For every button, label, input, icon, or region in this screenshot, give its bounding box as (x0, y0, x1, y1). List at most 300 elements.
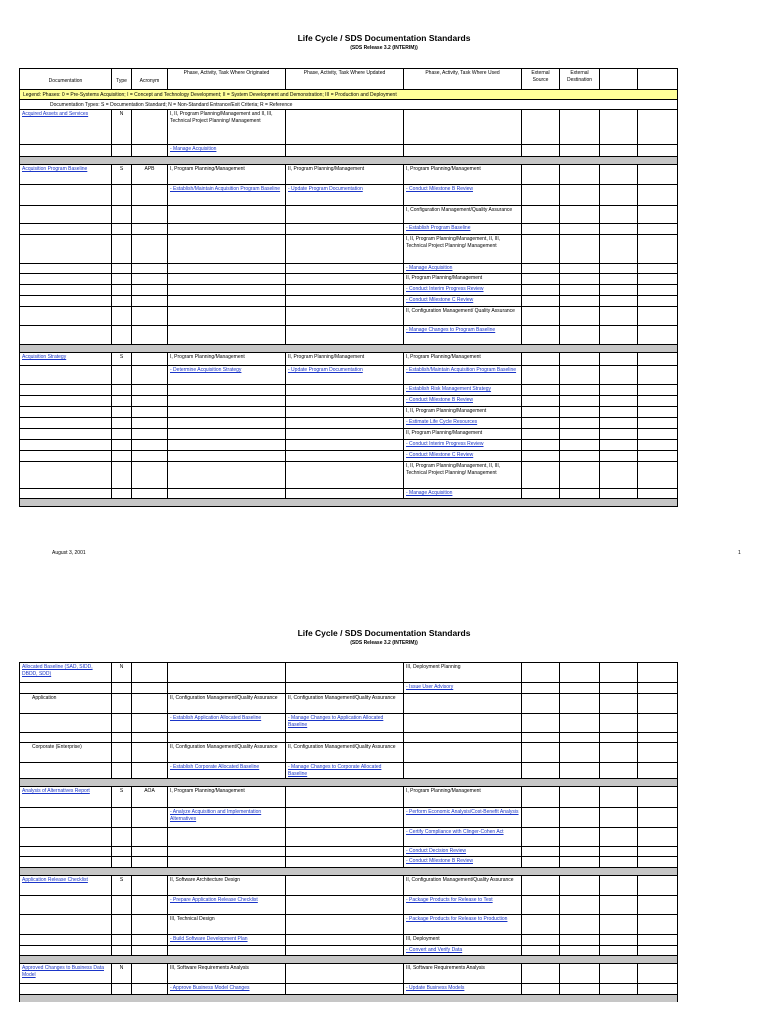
used-cell (404, 808, 522, 827)
blank-cell (560, 224, 600, 234)
originated-cell (168, 440, 286, 450)
originated-cell (168, 165, 286, 184)
task-link[interactable]: - Analyze Acquisition and Implementation Alternatives (170, 809, 262, 822)
originated-cell (168, 828, 286, 846)
task-link[interactable]: - Manage Changes to Program Baseline (406, 327, 496, 333)
documentation-cell (20, 714, 112, 732)
table-row (20, 742, 677, 762)
blank-cell (638, 110, 677, 144)
task-link[interactable]: - Conduct Milestone B Review (406, 397, 473, 403)
blank-cell (522, 206, 560, 223)
used-cell (404, 385, 522, 395)
blank-cell (638, 787, 677, 807)
originated-cell (168, 763, 286, 778)
task-link[interactable]: - Conduct Milestone B Review (406, 186, 473, 192)
task-link[interactable]: - Build Software Development Plan (170, 936, 248, 942)
task-link[interactable]: - Conduct Decision Review (406, 848, 467, 854)
type-cell (112, 418, 132, 428)
cell-text: II, Configuration Management/Quality Assurance (170, 695, 278, 701)
blank-cell (600, 385, 638, 395)
task-link[interactable]: - Establish Corporate Allocated Baseline (170, 764, 260, 770)
blank-cell (600, 857, 638, 867)
documentation-cell (20, 418, 112, 428)
updated-cell (286, 385, 404, 395)
blank-cell (638, 915, 677, 934)
cell-text: N (119, 111, 124, 117)
cell-text: S (119, 354, 124, 360)
updated-cell (286, 451, 404, 461)
blank-cell (560, 440, 600, 450)
table-row (20, 450, 677, 461)
used-cell (404, 683, 522, 693)
task-link[interactable]: - Convert and Verify Data (406, 947, 463, 953)
acronym-cell (132, 808, 168, 827)
footer-date: August 3, 2001 (52, 550, 86, 556)
documentation-cell (20, 110, 112, 144)
table-row (20, 184, 677, 205)
blank-cell (600, 935, 638, 945)
table-row (20, 164, 677, 184)
table-row (20, 762, 677, 778)
task-link[interactable]: - Establish/Maintain Acquisition Program Baseline (406, 367, 517, 373)
originated-cell (168, 876, 286, 895)
used-cell (404, 235, 522, 263)
documentation-cell (20, 683, 112, 693)
updated-cell (286, 663, 404, 682)
document-link[interactable]: Acquisition Program Baseline (22, 166, 88, 172)
document-name: Application (32, 695, 57, 701)
blank-cell (560, 264, 600, 273)
blank-cell (522, 489, 560, 498)
acronym-cell (132, 110, 168, 144)
blank-cell (638, 946, 677, 955)
blank-cell (638, 964, 677, 983)
acronym-cell (132, 429, 168, 439)
section-divider (20, 867, 677, 875)
used-cell (404, 489, 522, 498)
blank-cell (600, 876, 638, 895)
task-link[interactable]: - Prepare Application Release Checklist (170, 897, 258, 903)
updated-cell (286, 828, 404, 846)
blank-cell (638, 876, 677, 895)
table-row (20, 846, 677, 856)
acronym-cell (132, 326, 168, 344)
blank-cell (638, 440, 677, 450)
originated-cell (168, 353, 286, 365)
blank-cell (522, 946, 560, 955)
blank-cell (638, 984, 677, 994)
blank-cell (522, 407, 560, 417)
originated-cell (168, 407, 286, 417)
type-cell (112, 876, 132, 895)
type-cell (112, 828, 132, 846)
page-subtitle: (SDS Release 3.2 (INTERIM)) (350, 45, 418, 51)
blank-cell (560, 787, 600, 807)
blank-cell (600, 274, 638, 284)
table-row (20, 295, 677, 306)
acronym-cell (132, 828, 168, 846)
task-link[interactable]: - Perform Economic Analysis/Cost-Benefit Analysis (406, 809, 519, 815)
document-link[interactable]: Allocated Baseline (SAD, SIDD, DBDD, SDD) (22, 664, 93, 677)
task-link[interactable]: - Certify Compliance with Clinger-Cohen Act (406, 829, 504, 835)
blank-cell (522, 264, 560, 273)
updated-cell (286, 307, 404, 325)
blank-cell (638, 145, 677, 156)
acronym-cell (132, 462, 168, 488)
acronym-cell (132, 285, 168, 295)
legend-phases: Legend: Phases: 0 = Pre-Systems Acquisition; I = Concept and Technology Development; II = System Development and Demonstration; III = Production and Deployment (20, 89, 677, 99)
documentation-cell (20, 984, 112, 994)
task-link[interactable]: - Manage Acquisition (406, 265, 453, 271)
originated-cell (168, 964, 286, 983)
used-cell (404, 407, 522, 417)
acronym-cell (132, 418, 168, 428)
blank-cell (560, 418, 600, 428)
task-link[interactable]: - Package Products for Release to Test (406, 897, 493, 903)
table-row (20, 827, 677, 846)
blank-cell (522, 663, 560, 682)
updated-cell (286, 366, 404, 384)
blank-cell (638, 847, 677, 856)
originated-cell (168, 462, 286, 488)
blank-cell (638, 418, 677, 428)
updated-cell (286, 145, 404, 156)
originated-cell (168, 224, 286, 234)
originated-cell (168, 366, 286, 384)
used-cell (404, 847, 522, 856)
blank-cell (600, 964, 638, 983)
acronym-cell (132, 847, 168, 856)
updated-cell (286, 714, 404, 732)
acronym-cell (132, 743, 168, 762)
documentation-cell (20, 396, 112, 406)
task-link[interactable]: - Determine Acquisition Strategy (170, 367, 242, 373)
blank-cell (522, 274, 560, 284)
originated-cell (168, 285, 286, 295)
type-cell (112, 407, 132, 417)
updated-cell (286, 407, 404, 417)
table-row (20, 352, 677, 365)
blank-cell (600, 429, 638, 439)
acronym-cell (132, 896, 168, 914)
blank-cell (560, 429, 600, 439)
cell-text: I, Program Planning/Management (406, 166, 481, 172)
blank-cell (560, 366, 600, 384)
blank-cell (638, 296, 677, 306)
type-cell (112, 385, 132, 395)
task-link[interactable]: - Approve Business Model Changes (170, 985, 250, 991)
type-cell (112, 915, 132, 934)
type-cell (112, 296, 132, 306)
blank-cell (638, 429, 677, 439)
blank-cell (638, 743, 677, 762)
table-row (20, 306, 677, 325)
task-link[interactable]: - Package Products for Release to Production (406, 916, 508, 922)
documentation-cell (20, 847, 112, 856)
type-cell (112, 847, 132, 856)
task-link[interactable]: - Conduct Interim Progress Review (406, 286, 484, 292)
task-link[interactable]: - Manage Changes to Application Allocated Baseline (288, 715, 384, 728)
blank-cell (600, 296, 638, 306)
task-link[interactable]: - Estimate Life Cycle Resources (406, 419, 478, 425)
type-cell (112, 274, 132, 284)
type-cell (112, 808, 132, 827)
task-link[interactable]: - Manage Acquisition (170, 146, 217, 152)
documentation-cell (20, 694, 112, 713)
blank-cell (522, 915, 560, 934)
documentation-cell (20, 285, 112, 295)
updated-cell (286, 165, 404, 184)
blank-cell (638, 451, 677, 461)
documentation-cell (20, 206, 112, 223)
cell-text: III, Deployment (406, 936, 440, 942)
blank-cell (522, 743, 560, 762)
blank-cell (638, 264, 677, 273)
blank-cell (522, 964, 560, 983)
acronym-cell (132, 787, 168, 807)
blank-cell (560, 743, 600, 762)
blank-cell (600, 828, 638, 846)
task-link[interactable]: - Update Program Documentation (288, 186, 363, 192)
acronym-cell (132, 964, 168, 983)
blank-cell (522, 440, 560, 450)
updated-cell (286, 694, 404, 713)
table-row (20, 417, 677, 428)
document-link[interactable]: Application Release Checklist (22, 877, 88, 883)
documentation-cell (20, 663, 112, 682)
task-link[interactable]: - Manage Acquisition (406, 490, 453, 496)
updated-cell (286, 185, 404, 205)
table-row (20, 875, 677, 895)
table-header-row (20, 68, 677, 89)
updated-cell (286, 326, 404, 344)
updated-cell (286, 418, 404, 428)
blank-cell (600, 440, 638, 450)
task-link[interactable]: - Establish Risk Management Strategy (406, 386, 492, 392)
blank-cell (600, 787, 638, 807)
type-cell (112, 264, 132, 273)
document-link[interactable]: Acquisition Strategy (22, 354, 67, 360)
used-cell (404, 296, 522, 306)
acronym-cell (132, 683, 168, 693)
acronym-cell (132, 876, 168, 895)
acronym-cell (132, 946, 168, 955)
updated-cell (286, 296, 404, 306)
used-cell (404, 326, 522, 344)
blank-cell (600, 326, 638, 344)
document-link[interactable]: Analysis of Alternatives Report (22, 788, 90, 794)
used-cell (404, 451, 522, 461)
cell-text: I, II, Program Planning/Management (406, 408, 487, 414)
blank-cell (638, 896, 677, 914)
acronym-cell (132, 235, 168, 263)
updated-cell (286, 808, 404, 827)
task-link[interactable]: - Update Business Models (406, 985, 465, 991)
blank-cell (638, 206, 677, 223)
originated-cell (168, 857, 286, 867)
task-link[interactable]: - Establish Application Allocated Baseline (170, 715, 262, 721)
originated-cell (168, 847, 286, 856)
blank-cell (638, 366, 677, 384)
section-divider (20, 156, 677, 164)
acronym-cell (132, 396, 168, 406)
updated-cell (286, 847, 404, 856)
blank-cell (638, 274, 677, 284)
documentation-cell (20, 787, 112, 807)
documentation-table-2 (19, 662, 678, 1002)
updated-cell (286, 440, 404, 450)
blank-cell (560, 385, 600, 395)
blank-cell (600, 847, 638, 856)
updated-cell (286, 743, 404, 762)
table-row (20, 895, 677, 914)
section-divider (20, 498, 677, 506)
blank-cell (560, 733, 600, 742)
blank-cell (600, 896, 638, 914)
blank-cell (600, 407, 638, 417)
footer-page-number: 1 (738, 550, 741, 556)
blank-cell (600, 743, 638, 762)
updated-cell (286, 353, 404, 365)
updated-cell (286, 235, 404, 263)
originated-cell (168, 206, 286, 223)
cell-text: II, Program Planning/Management (288, 166, 365, 172)
task-link[interactable]: - Manage Changes to Corporate Allocated Baseline (288, 764, 382, 777)
blank-cell (522, 235, 560, 263)
acronym-cell (132, 224, 168, 234)
blank-cell (560, 808, 600, 827)
table-row (20, 428, 677, 439)
type-cell (112, 462, 132, 488)
table-row (20, 662, 677, 682)
blank-cell (638, 462, 677, 488)
blank-cell (600, 946, 638, 955)
type-cell (112, 935, 132, 945)
blank-cell (522, 307, 560, 325)
blank-cell (560, 663, 600, 682)
table-row (20, 807, 677, 827)
blank-cell (560, 847, 600, 856)
documentation-cell (20, 296, 112, 306)
type-cell (112, 145, 132, 156)
acronym-cell (132, 264, 168, 273)
task-link[interactable]: - Conduct Milestone C Review (406, 452, 474, 458)
used-cell (404, 418, 522, 428)
type-cell (112, 743, 132, 762)
type-cell (112, 964, 132, 983)
type-cell (112, 763, 132, 778)
table-row (20, 263, 677, 273)
blank-cell (638, 385, 677, 395)
documentation-cell (20, 165, 112, 184)
updated-cell (286, 110, 404, 144)
updated-cell (286, 489, 404, 498)
used-cell (404, 946, 522, 955)
task-link[interactable]: - Conduct Interim Progress Review (406, 441, 484, 447)
blank-cell (560, 206, 600, 223)
blank-cell (560, 946, 600, 955)
acronym-cell (132, 165, 168, 184)
blank-cell (522, 429, 560, 439)
task-link[interactable]: - Conduct Milestone B Review (406, 858, 473, 864)
blank-cell (600, 366, 638, 384)
table-row (20, 365, 677, 384)
type-cell (112, 787, 132, 807)
used-cell (404, 110, 522, 144)
acronym-cell (132, 307, 168, 325)
used-cell (404, 307, 522, 325)
task-link[interactable]: - Establish Program Baseline (406, 225, 471, 231)
type-cell (112, 451, 132, 461)
used-cell (404, 828, 522, 846)
blank-cell (600, 235, 638, 263)
acronym-cell (132, 206, 168, 223)
type-cell (112, 326, 132, 344)
originated-cell (168, 326, 286, 344)
documentation-cell (20, 935, 112, 945)
type-cell (112, 683, 132, 693)
table-row (20, 983, 677, 994)
blank-cell (522, 808, 560, 827)
cell-text: III, Deployment Planning (406, 664, 461, 670)
blank-cell (522, 418, 560, 428)
cell-text: III, Software Requirements Analysis (170, 965, 249, 971)
documentation-cell (20, 733, 112, 742)
originated-cell (168, 110, 286, 144)
blank-cell (522, 828, 560, 846)
updated-cell (286, 285, 404, 295)
type-cell (112, 185, 132, 205)
documentation-cell (20, 915, 112, 934)
blank-cell (638, 224, 677, 234)
acronym-cell (132, 185, 168, 205)
cell-text: I, Program Planning/Management (170, 354, 245, 360)
originated-cell (168, 935, 286, 945)
blank-cell (560, 274, 600, 284)
blank-cell (638, 694, 677, 713)
updated-cell (286, 396, 404, 406)
task-link[interactable]: - Issue User Advisory (406, 684, 454, 690)
task-link[interactable]: - Update Program Documentation (288, 367, 363, 373)
blank-cell (600, 145, 638, 156)
updated-cell (286, 224, 404, 234)
blank-cell (638, 185, 677, 205)
document-link[interactable]: Approved Changes to Business Data Model (22, 965, 104, 978)
blank-cell (600, 663, 638, 682)
cell-text: I, Program Planning/Management (170, 788, 245, 794)
blank-cell (522, 326, 560, 344)
originated-cell (168, 429, 286, 439)
documentation-cell (20, 763, 112, 778)
cell-text: III, Software Requirements Analysis (406, 965, 485, 971)
task-link[interactable]: - Establish/Maintain Acquisition Program Baseline (170, 186, 281, 192)
legend-doc-types: Documentation Types: S = Documentation Standard; N = Non-Standard Entrance/Exit Criteria; R = Reference (20, 99, 677, 109)
updated-cell (286, 733, 404, 742)
blank-cell (560, 683, 600, 693)
document-link[interactable]: Acquired Assets and Services (22, 111, 89, 117)
documentation-cell (20, 451, 112, 461)
blank-cell (600, 694, 638, 713)
type-cell (112, 396, 132, 406)
blank-cell (560, 896, 600, 914)
used-cell (404, 429, 522, 439)
table-row (20, 934, 677, 945)
acronym-cell (132, 694, 168, 713)
task-link[interactable]: - Conduct Milestone C Review (406, 297, 474, 303)
originated-cell (168, 694, 286, 713)
document-name: Corporate (Enterprise) (32, 744, 82, 750)
table-row (20, 488, 677, 498)
